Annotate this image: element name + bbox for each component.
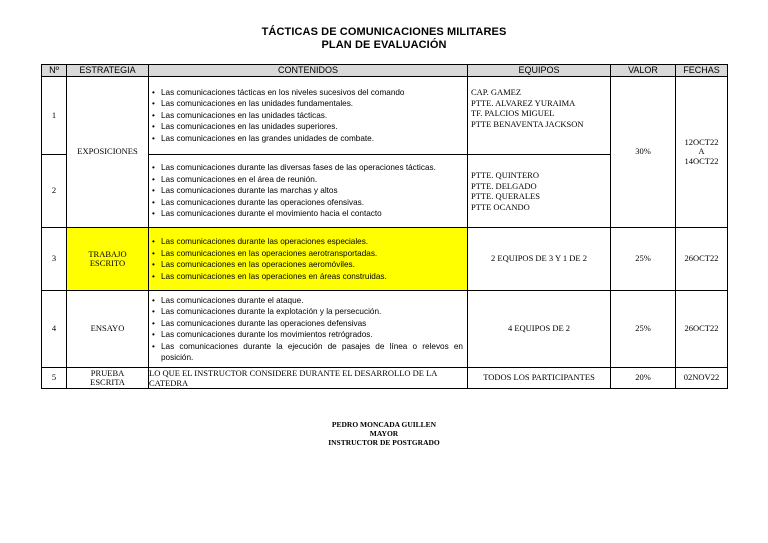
team-member: CAP. GAMEZ — [471, 87, 522, 97]
teams-cell: 4 EQUIPOS DE 2 — [468, 291, 611, 368]
list-item: • Las comunicaciones en las operaciones aerotransportadas. — [152, 248, 463, 260]
teams-cell: TODOS LOS PARTICIPANTES — [468, 368, 611, 389]
list-item: • Las comunicaciones en las grandes unidades de combate. — [152, 133, 463, 145]
list-item: • Las comunicaciones durante los movimientos retrógrados. — [152, 329, 463, 341]
list-item: • Las comunicaciones durante el movimiento hacia el contacto — [152, 208, 463, 220]
list-item: • Las comunicaciones durante las marchas y altos — [152, 185, 463, 197]
row-number: 2 — [42, 155, 67, 228]
strategy-cell: EXPOSICIONES — [67, 77, 149, 228]
team-member: PTTE. DELGADO — [471, 180, 537, 191]
strategy-cell: TRABAJO ESCRITO — [67, 228, 149, 291]
column-header-strategy: ESTRATEGIA — [67, 65, 149, 77]
value-cell: 25% — [611, 291, 676, 368]
list-item: • Las comunicaciones tácticas en los niveles sucesivos del comando — [152, 87, 463, 99]
list-item: • Las comunicaciones en las unidades superiores. — [152, 121, 463, 133]
team-member: PTTE BENAVENTA JACKSON — [471, 118, 584, 129]
list-item: • Las comunicaciones durante las operaciones especiales. — [152, 236, 463, 248]
signature-name: PEDRO MONCADA GUILLEN — [331, 420, 437, 429]
value-cell: 25% — [611, 228, 676, 291]
contents-cell — [149, 291, 468, 368]
date-cell: 02NOV22 — [676, 368, 728, 389]
date-start: 12OCT22 — [684, 136, 719, 147]
list-item: • Las comunicaciones durante las diversas fases de las operaciones tácticas. — [152, 162, 463, 174]
team-member: PTTE. QUINTERO — [471, 170, 539, 180]
document-title: TÁCTICAS DE COMUNICACIONES MILITARES — [261, 26, 507, 38]
column-header-dates: FECHAS — [676, 65, 728, 77]
contents-list — [149, 294, 467, 365]
list-item: • Las comunicaciones durante el ataque. — [152, 295, 463, 307]
date-separator: A — [698, 146, 705, 157]
contents-cell — [149, 228, 468, 291]
teams-cell: 2 EQUIPOS DE 3 Y 1 DE 2 — [468, 228, 611, 291]
row-number: 5 — [42, 368, 67, 389]
document-subtitle: PLAN DE EVALUACIÓN — [321, 39, 447, 51]
team-member: PTTE OCANDO — [471, 201, 530, 212]
list-item: • Las comunicaciones en las unidades fundamentales. — [152, 98, 463, 110]
table-row — [42, 77, 728, 155]
contents-list — [149, 161, 467, 221]
strategy-cell: ENSAYO — [67, 291, 149, 368]
teams-cell — [468, 77, 611, 155]
teams-cell — [468, 155, 611, 228]
list-item: • Las comunicaciones en el área de reunión. — [152, 174, 463, 186]
date-cell — [676, 77, 728, 228]
list-item: • Las comunicaciones durante la ejecución de pasajes de línea o relevos en posición. — [152, 341, 463, 364]
row-number: 4 — [42, 291, 67, 368]
row-number: 1 — [42, 77, 67, 155]
contents-list — [149, 235, 467, 283]
list-item: • Las comunicaciones en las operaciones en áreas construidas. — [152, 271, 463, 283]
contents-cell — [149, 155, 468, 228]
list-item: • Las comunicaciones en las unidades tácticas. — [152, 110, 463, 122]
column-header-teams: EQUIPOS — [468, 65, 611, 77]
table-row — [42, 368, 728, 389]
signature-rank: MAYOR — [369, 429, 399, 438]
evaluation-plan-table — [41, 64, 728, 389]
table-row — [42, 228, 728, 291]
date-cell: 26OCT22 — [676, 291, 728, 368]
strategy-cell: PRUEBA ESCRITA — [67, 368, 149, 389]
list-item: • Las comunicaciones durante las operaciones ofensivas. — [152, 197, 463, 209]
team-member: PTTE. QUERALES — [471, 191, 540, 201]
table-row — [42, 291, 728, 368]
team-member: PTTE. ALVAREZ YURAIMA — [471, 97, 576, 108]
row-number: 3 — [42, 228, 67, 291]
column-header-contents: CONTENIDOS — [149, 65, 468, 77]
date-cell: 26OCT22 — [676, 228, 728, 291]
list-item: • Las comunicaciones durante la explotación y la persecución. — [152, 306, 463, 318]
signature-role: INSTRUCTOR DE POSTGRADO — [328, 438, 440, 447]
team-member: TF. PALCIOS MIGUEL — [471, 108, 555, 118]
contents-list — [149, 86, 467, 146]
value-cell: 30% — [611, 77, 676, 228]
list-item: • Las comunicaciones en las operaciones aeromóviles. — [152, 259, 463, 271]
column-header-num: Nº — [42, 65, 67, 77]
list-item: • Las comunicaciones durante las operaciones defensivas — [152, 318, 463, 330]
contents-cell: LO QUE EL INSTRUCTOR CONSIDERE DURANTE EL DESARROLLO DE LA CATEDRA — [149, 368, 468, 389]
value-cell: 20% — [611, 368, 676, 389]
table-header-row — [42, 65, 728, 77]
column-header-value: VALOR — [611, 65, 676, 77]
contents-cell — [149, 77, 468, 155]
date-end: 14OCT22 — [684, 155, 719, 166]
